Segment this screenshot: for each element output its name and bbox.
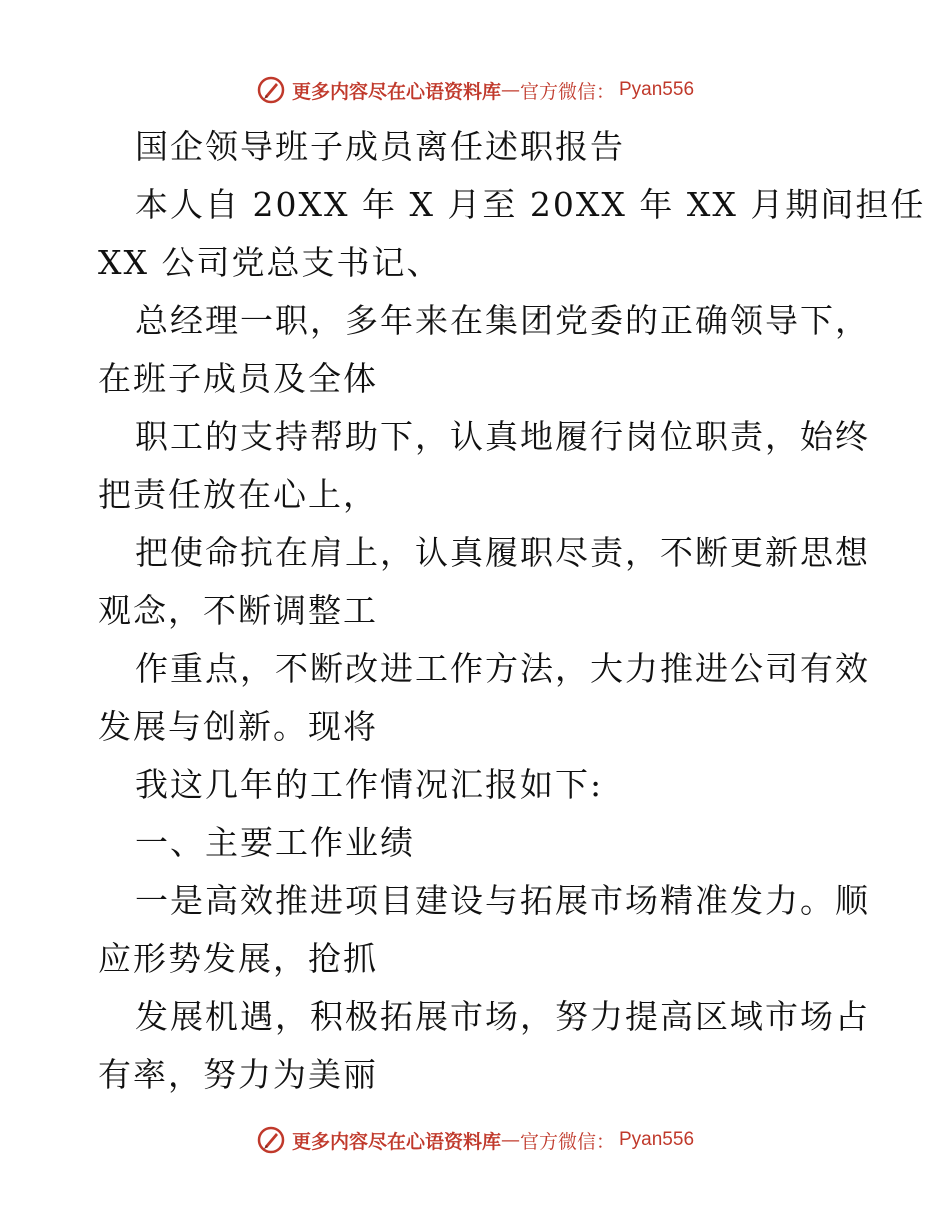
document-line: 把使命抗在肩上，认真履职尽责，不断更新思想 [135, 533, 870, 572]
quill-pen-logo-icon [256, 75, 286, 105]
document-line: 应形势发展，抢抓 [98, 939, 378, 978]
document-line: 职工的支持帮助下，认真地履行岗位职责，始终 [135, 417, 870, 456]
document-line: 发展机遇，积极拓展市场，努力提高区域市场占 [135, 997, 870, 1036]
document-line: 有率，努力为美丽 [98, 1055, 378, 1094]
watermark-text: 更多内容尽在心语资料库 [291, 80, 501, 103]
document-line: 国企领导班子成员离任述职报告 [135, 127, 625, 166]
watermark-wechat-id: Pyan556 [619, 79, 695, 100]
watermark-wechat-label: 官方微信： [519, 1130, 615, 1153]
document-line: XX 公司党总支书记、 [98, 243, 442, 282]
watermark-separator: — [500, 79, 520, 101]
document-line: 一、主要工作业绩 [135, 823, 415, 862]
watermark-wechat-id: Pyan556 [619, 1129, 695, 1150]
document-line: 观念，不断调整工 [98, 591, 378, 630]
watermark-banner-top [0, 70, 950, 110]
watermark-banner-bottom [0, 1120, 950, 1160]
document-line: 在班子成员及全体 [98, 359, 378, 398]
document-line: 把责任放在心上， [98, 475, 378, 514]
document-line: 我这几年的工作情况汇报如下: [135, 765, 604, 804]
quill-pen-logo-icon [256, 1125, 286, 1155]
watermark-text: 更多内容尽在心语资料库 [291, 1130, 501, 1153]
watermark-wechat-label: 官方微信： [519, 80, 615, 103]
document-line: 总经理一职，多年来在集团党委的正确领导下， [135, 301, 870, 340]
document-line: 一是高效推进项目建设与拓展市场精准发力。顺 [135, 881, 870, 920]
watermark-separator: — [500, 1129, 520, 1151]
document-line: 发展与创新。现将 [98, 707, 378, 746]
document-line: 本人自 20XX 年 X 月至 20XX 年 XX 月期间担任 [135, 185, 926, 224]
document-body [98, 118, 926, 1104]
document-line: 作重点，不断改进工作方法，大力推进公司有效 [135, 649, 870, 688]
